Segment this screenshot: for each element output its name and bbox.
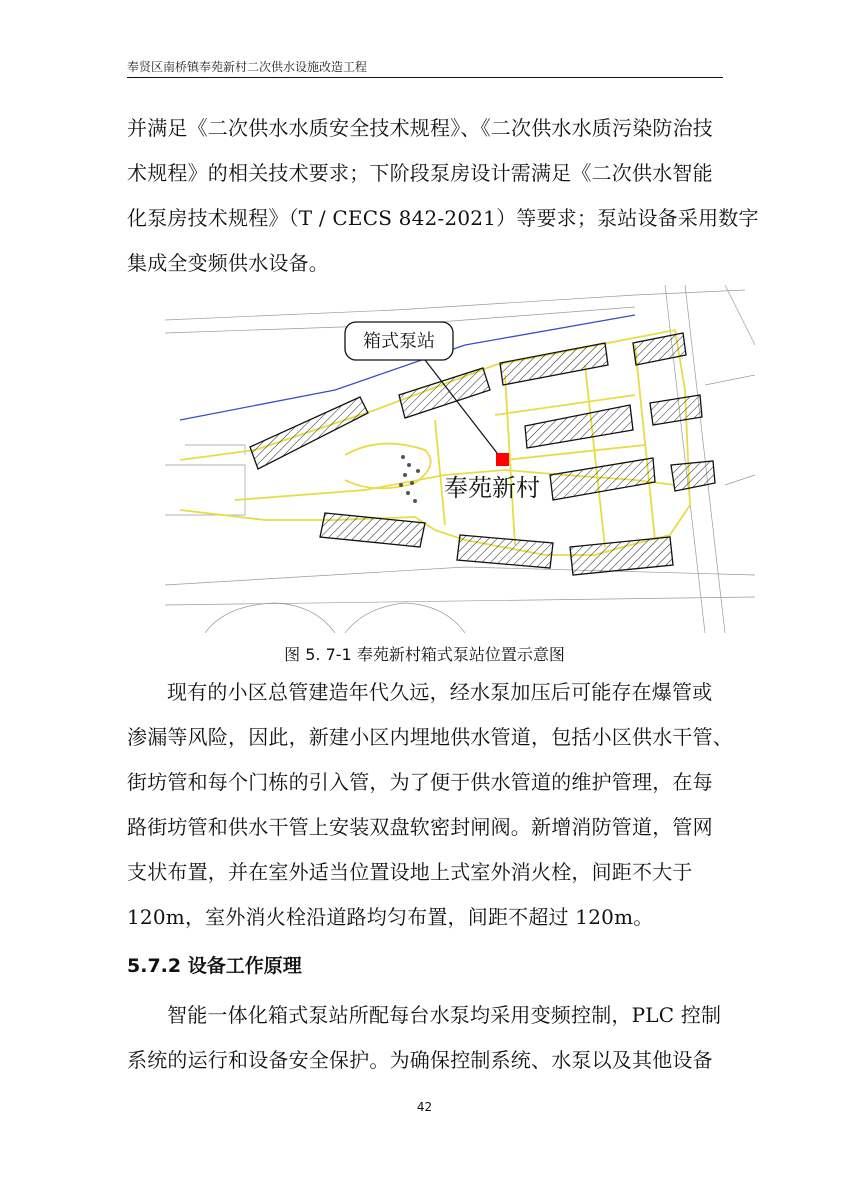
paragraph-line: 术规程》的相关技术要求；下阶段泵房设计需满足《二次供水智能 [127,161,713,185]
area-label: 奉苑新村 [444,474,540,502]
paragraph-line: 路街坊管和供水干管上安装双盘软密封闸阀。新增消防管道，管网 [127,815,713,839]
site-plan-map [165,285,755,633]
paragraph-line: 支状布置，并在室外适当位置设地上式室外消火栓，间距不大于 [127,860,693,884]
paragraph-working-principle [127,993,723,1083]
paragraph-line: 现有的小区总管建造年代久远，经水泵加压后可能存在爆管或 [167,680,713,704]
paragraph-line: 渗漏等风险，因此，新建小区内埋地供水管道，包括小区供水干管、 [127,725,733,749]
paragraph-line: 120m，室外消火栓沿道路均匀布置，间距不超过 120m。 [127,905,654,929]
paragraph-line: 智能一体化箱式泵站所配每台水泵均采用变频控制，PLC 控制 [167,1003,722,1027]
pump-station-marker [496,453,509,466]
paragraph-requirements [127,106,759,286]
page-number: 42 [416,1100,433,1114]
paragraph-line: 系统的运行和设备安全保护。为确保控制系统、水泵以及其他设备 [127,1048,713,1072]
paragraph-line: 并满足《二次供水水质安全技术规程》、《二次供水水质污染防治技 [127,116,713,140]
paragraph-line: 集成全变频供水设备。 [127,251,329,275]
header-title: 奉贤区南桥镇奉苑新村二次供水设施改造工程 [127,60,368,74]
section-heading: 5.7.2 设备工作原理 [127,955,302,977]
paragraph-pipe-renewal [127,670,733,940]
header-divider [127,77,723,78]
figure-caption: 图 5. 7-1 奉苑新村箱式泵站位置示意图 [284,645,565,664]
paragraph-line: 化泵房技术规程》（T / CECS 842-2021）等要求；泵站设备采用数字 [127,206,759,230]
callout-label: 箱式泵站 [363,331,435,352]
paragraph-line: 街坊管和每个门栋的引入管，为了便于供水管道的维护管理，在每 [127,770,713,794]
